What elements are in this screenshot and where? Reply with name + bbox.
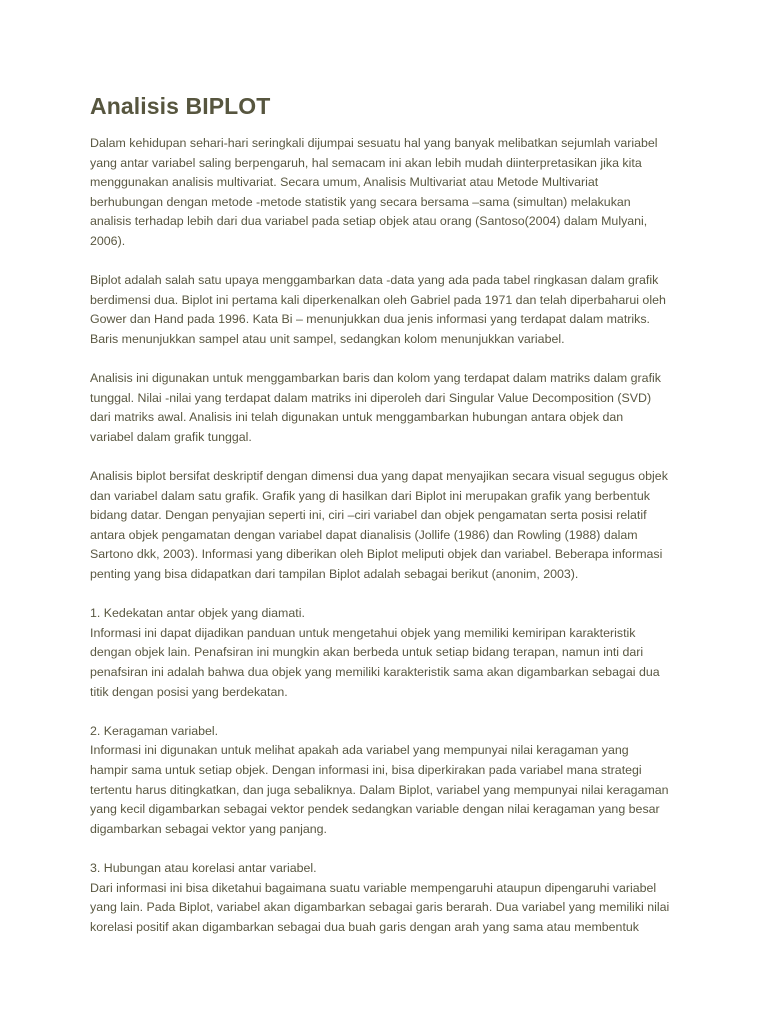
paragraph-line: analisis terhadap lebih dari dua variabel pada setiap objek atau orang (Santoso(2004) dalam Mulyani,	[90, 214, 648, 229]
paragraph-line: variabel dalam grafik tunggal.	[90, 429, 252, 444]
paragraph-line: digambarkan sebagai vektor yang panjang.	[90, 821, 327, 836]
paragraph-line: Dalam kehidupan sehari-hari seringkali dijumpai sesuatu hal yang banyak melibatkan sejumlah variabel	[90, 136, 658, 150]
paragraph	[90, 271, 678, 349]
paragraph-line: dengan objek lain. Penafsiran ini mungkin akan berbeda untuk setiap bidang terapan, namun inti dari	[90, 645, 644, 660]
paragraph-line: hampir sama untuk setiap objek. Dengan informasi ini, bisa diperkirakan pada variabel mana strategi	[90, 763, 642, 777]
paragraph-line: bidang datar. Dengan penyajian seperti ini, ciri –ciri variabel dan objek pengamatan serta posisi relatif	[90, 508, 647, 523]
paragraph	[90, 859, 678, 937]
paragraph-line: Analisis biplot bersifat deskriptif dengan dimensi dua yang dapat menyajikan secara visual segugus objek	[90, 469, 668, 484]
paragraph-line: dan variabel dalam satu grafik. Grafik yang di hasilkan dari Biplot ini merupakan grafik yang berbentuk	[90, 488, 650, 503]
paragraph	[90, 134, 678, 252]
paragraph-line: Informasi ini dapat dijadikan panduan untuk mengetahui objek yang memiliki kemiripan karakteristik	[90, 625, 636, 640]
paragraph-line: yang antar variabel saling berpengaruh, hal semacam ini akan lebih mudah diinterpretasikan jika kita	[90, 155, 642, 170]
paragraph-line: berdimensi dua. Biplot ini pertama kali diperkenalkan oleh Gabriel pada 1971 dan telah diperbaharui oleh	[90, 292, 666, 307]
paragraph-line: Gower dan Hand pada 1996. Kata Bi – menunjukkan dua jenis informasi yang terdapat dalam matriks.	[90, 312, 650, 327]
paragraph-line: dari matriks awal. Analisis ini telah digunakan untuk menggambarkan hubungan antara objek dan	[90, 410, 624, 425]
paragraph-line: menggunakan analisis multivariat. Secara umum, Analisis Multivariat atau Metode Multivariat	[90, 175, 599, 190]
paragraph-line: Analisis ini digunakan untuk menggambarkan baris dan kolom yang terdapat dalam matriks dalam grafik	[90, 371, 661, 386]
paragraph-line: yang kecil digambarkan sebagai vektor pendek sedangkan variable dengan nilai keragaman yang besar	[90, 802, 660, 817]
paragraph	[90, 467, 678, 585]
paragraph-line: 3. Hubungan atau korelasi antar variabel.	[90, 860, 317, 875]
paragraph-line: tunggal. Nilai -nilai yang terdapat dalam matriks ini diperoleh dari Singular Value Decomposition (SVD)	[90, 390, 652, 405]
paragraph-line: tertentu harus ditingkatkan, dan juga sebaliknya. Dalam Biplot, variabel yang mempunyai nilai keragaman	[90, 782, 669, 797]
paragraph-line: Dari informasi ini bisa diketahui bagaimana suatu variable mempengaruhi ataupun dipengaruhi variabel	[90, 880, 657, 895]
paragraph-line: Informasi ini digunakan untuk melihat apakah ada variabel yang mempunyai nilai keragaman yang	[90, 743, 629, 758]
paragraph-line: 1. Kedekatan antar objek yang diamati.	[90, 606, 305, 621]
paragraph	[90, 604, 678, 702]
document-body	[90, 134, 678, 937]
paragraph-line: berhubungan dengan metode -metode statistik yang secara bersama –sama (simultan) melakukan	[90, 194, 631, 209]
paragraph-line: Sartono dkk, 2003). Informasi yang diberikan oleh Biplot meliputi objek dan variabel. Beberapa informasi	[90, 547, 663, 562]
paragraph	[90, 369, 678, 447]
paragraph-line: 2006).	[90, 233, 126, 248]
paragraph	[90, 722, 678, 840]
paragraph-line: Biplot adalah salah satu upaya menggambarkan data -data yang ada pada tabel ringkasan dalam grafik	[90, 273, 659, 288]
paragraph-line: antara objek pengamatan dengan variabel dapat dianalisis (Jollife (1986) dan Rowling (1988) dalam	[90, 527, 638, 542]
paragraph-line: 2. Keragaman variabel.	[90, 723, 219, 738]
paragraph-line: titik dengan posisi yang berdekatan.	[90, 684, 288, 699]
paragraph-line: korelasi positif akan digambarkan sebagai dua buah garis dengan arah yang sama atau membentuk	[90, 919, 639, 934]
paragraph-line: yang lain. Pada Biplot, variabel akan digambarkan sebagai garis berarah. Dua variabel yang memiliki nilai	[90, 900, 670, 915]
paragraph-line: penting yang bisa didapatkan dari tampilan Biplot adalah sebagai berikut (anonim, 2003).	[90, 567, 579, 582]
document-title: Analisis BIPLOT	[90, 93, 271, 119]
paragraph-line: Baris menunjukkan sampel atau unit sampel, sedangkan kolom menunjukkan variabel.	[90, 331, 565, 346]
paragraph-line: penafsiran ini adalah bahwa dua objek yang memiliki karakteristik sama akan digambarkan sebagai dua	[90, 665, 660, 680]
